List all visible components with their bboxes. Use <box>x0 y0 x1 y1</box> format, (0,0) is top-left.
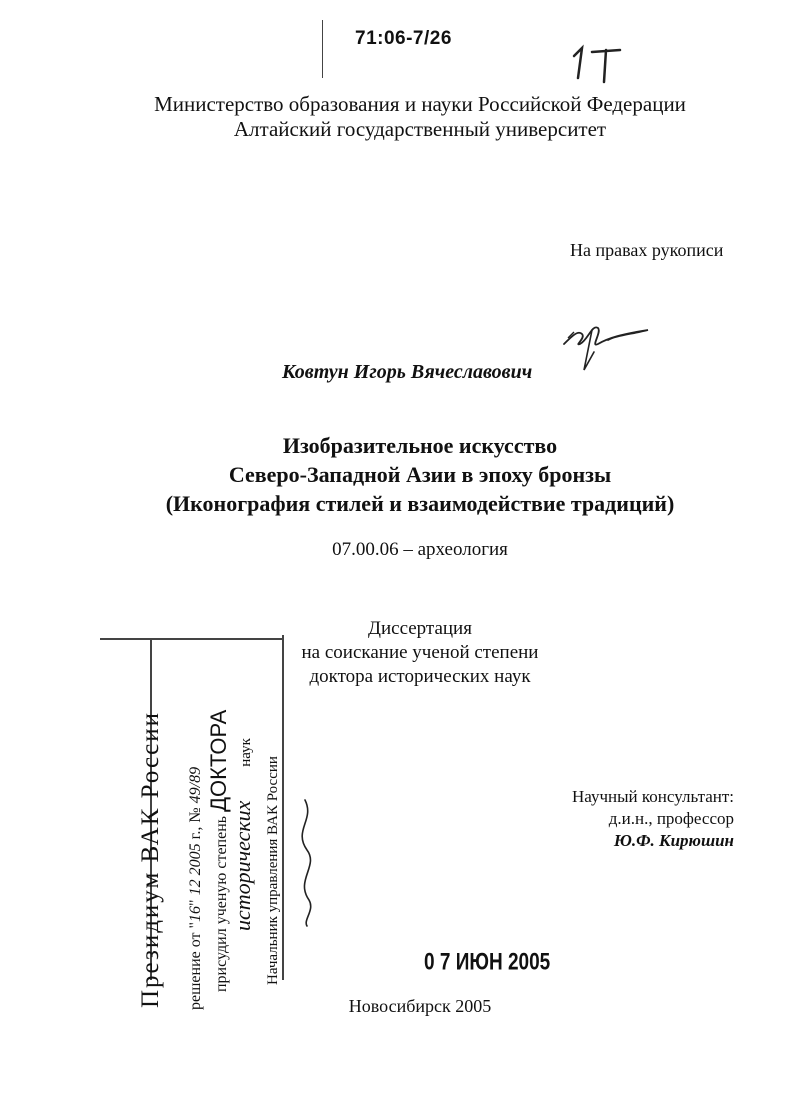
stamp-awarded-line <box>206 710 232 992</box>
consultant-label: Научный консультант: <box>572 787 734 806</box>
city-year: Новосибирск 2005 <box>348 996 492 1016</box>
diss-line-2: на соискание ученой степени <box>301 642 539 663</box>
stamp-decision-month: 12 2005 <box>187 843 204 896</box>
stamp-field: исторических <box>230 800 255 931</box>
stamp-awarded-prefix: присудил ученую степень <box>213 815 230 992</box>
dissertation-type <box>270 617 570 689</box>
title-line-3: (Иконография стилей и взаимодействие традиций) <box>165 491 675 516</box>
author-name: Ковтун Игорь Вячеславович <box>282 361 533 383</box>
rights-note: На правах рукописи <box>570 240 724 260</box>
stamp-decision-number: 49/89 <box>187 766 204 804</box>
handwritten-mark <box>568 38 628 93</box>
title-line-2: Северо-Западной Азии в эпоху бронзы <box>228 462 612 487</box>
diss-line-3: доктора исторических наук <box>309 666 531 687</box>
title-line-1: Изобразительное искусство <box>282 433 558 458</box>
stamp-department: Начальник управления ВАК России <box>265 756 281 985</box>
stamp-border-right <box>282 635 284 980</box>
stamp-sciences: наук <box>238 738 254 767</box>
stamp-field-line <box>230 738 256 931</box>
diss-line-1: Диссертация <box>368 618 472 639</box>
stamp-decision-suffix: г., № <box>187 807 204 840</box>
organization-header <box>100 92 740 142</box>
university-name: Алтайский государственный университет <box>233 117 607 141</box>
author-signature <box>552 304 662 389</box>
catalog-number: 71:06-7/26 <box>355 28 452 49</box>
stamp-signature <box>285 790 325 935</box>
margin-line-top <box>322 20 323 78</box>
stamp-decision-line: решение от "16" 12 2005 г., № 49/89 <box>187 766 204 1010</box>
received-date-stamp: 0 7 ИЮН 2005 <box>424 949 551 976</box>
specialty-code: 07.00.06 – археология <box>332 539 508 560</box>
stamp-degree-word: ДОКТОРА <box>206 709 231 812</box>
stamp-border-top <box>100 638 282 640</box>
stamp-decision-day: 16 <box>187 905 204 922</box>
dissertation-title <box>80 431 760 518</box>
stamp-header: Президиум ВАК России <box>137 711 164 1008</box>
consultant-degree: д.и.н., профессор <box>608 809 734 828</box>
ministry-name: Министерство образования и науки Российской Федерации <box>154 92 686 116</box>
stamp-decision-prefix: решение от <box>187 932 204 1010</box>
scientific-consultant <box>500 786 734 852</box>
consultant-name: Ю.Ф. Кирюшин <box>613 831 734 850</box>
